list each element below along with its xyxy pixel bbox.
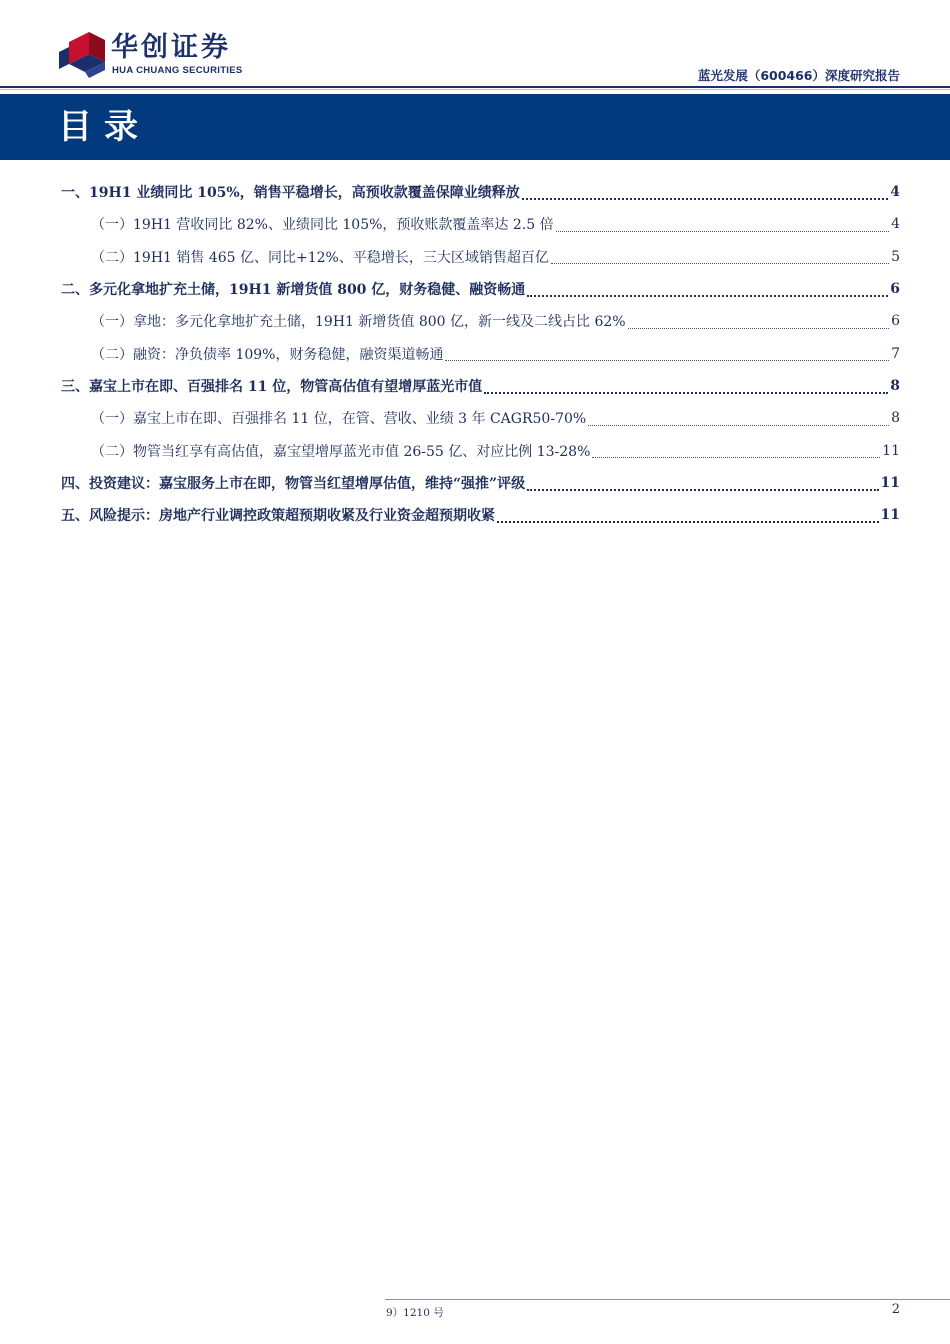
toc-entry-page: 11 (880, 507, 900, 524)
toc-entry[interactable] (61, 434, 900, 466)
toc-entry-title: （一）嘉宝上市在即、百强排名 11 位，在管、营收、业绩 3 年 CAGR50-70% (91, 411, 587, 428)
toc-entry-page: 6 (890, 281, 900, 298)
toc-entry-title: （一）19H1 营收同比 82%、业绩同比 105%，预收账款覆盖率达 2.5 倍 (91, 217, 554, 234)
toc-entry-title: （一）拿地：多元化拿地扩充土储，19H1 新增货值 800 亿，新一线及二线占比 62% (91, 314, 626, 331)
toc-leader-dots (527, 479, 878, 491)
logo-mark-icon (59, 32, 109, 78)
toc-leader-dots (445, 350, 889, 361)
toc-heading: 目录 (58, 107, 150, 147)
toc-entry[interactable] (61, 467, 900, 499)
toc-entry-page: 4 (890, 184, 900, 201)
footer-license-text: 9）1210 号 (386, 1307, 444, 1319)
toc-entry[interactable] (61, 273, 900, 305)
toc-entry-title: （二）融资：净负债率 109%，财务稳健，融资渠道畅通 (91, 346, 444, 363)
toc-banner (0, 94, 950, 160)
toc-entry-page: 6 (891, 313, 900, 330)
toc-entry[interactable] (61, 241, 900, 273)
toc-leader-dots (588, 415, 889, 426)
table-of-contents (61, 176, 900, 531)
toc-entry-page: 11 (882, 442, 900, 459)
footer-rule (385, 1299, 950, 1300)
toc-leader-dots (484, 382, 888, 394)
toc-entry-page: 7 (891, 345, 900, 362)
toc-entry-title: （二）19H1 销售 465 亿、同比+12%、平稳增长，三大区域销售超百亿 (91, 249, 549, 266)
toc-leader-dots (522, 188, 889, 200)
page-number: 2 (891, 1302, 900, 1317)
toc-entry[interactable] (61, 305, 900, 337)
toc-entry-page: 8 (891, 410, 900, 427)
toc-entry[interactable] (61, 208, 900, 240)
toc-entry[interactable] (61, 402, 900, 434)
toc-entry-page: 4 (891, 216, 900, 233)
toc-entry-page: 5 (891, 248, 900, 265)
toc-leader-dots (592, 447, 880, 458)
toc-entry[interactable] (61, 370, 900, 402)
toc-entry[interactable] (61, 176, 900, 208)
toc-entry-title: 三、嘉宝上市在即、百强排名 11 位，物管高估值有望增厚蓝光市值 (61, 378, 483, 395)
toc-entry[interactable] (61, 337, 900, 369)
toc-entry-title: 一、19H1 业绩同比 105%，销售平稳增长，高预收款覆盖保障业绩释放 (61, 185, 520, 202)
toc-leader-dots (497, 511, 879, 523)
logo-name-cn: 华创证券 (111, 32, 231, 63)
toc-leader-dots (551, 253, 889, 264)
toc-entry-page: 11 (880, 474, 900, 491)
toc-entry-title: （二）物管当红享有高估值，嘉宝望增厚蓝光市值 26-55 亿、对应比例 13-28% (91, 443, 591, 460)
header-rule (0, 86, 950, 88)
header-rule-thin (0, 89, 950, 90)
logo-name-en: HUA CHUANG SECURITIES (112, 65, 243, 76)
toc-entry-title: 五、风险提示：房地产行业调控政策超预期收紧及行业资金超预期收紧 (61, 508, 495, 525)
toc-leader-dots (628, 318, 890, 329)
toc-leader-dots (556, 221, 889, 232)
report-title: 蓝光发展（600466）深度研究报告 (697, 68, 900, 83)
toc-entry-page: 8 (890, 377, 900, 394)
toc-entry[interactable] (61, 499, 900, 531)
toc-entry-title: 二、多元化拿地扩充土储，19H1 新增货值 800 亿，财务稳健、融资畅通 (61, 282, 526, 299)
toc-entry-title: 四、投资建议：嘉宝服务上市在即，物管当红望增厚估值，维持“强推”评级 (61, 475, 526, 492)
toc-leader-dots (527, 285, 888, 297)
